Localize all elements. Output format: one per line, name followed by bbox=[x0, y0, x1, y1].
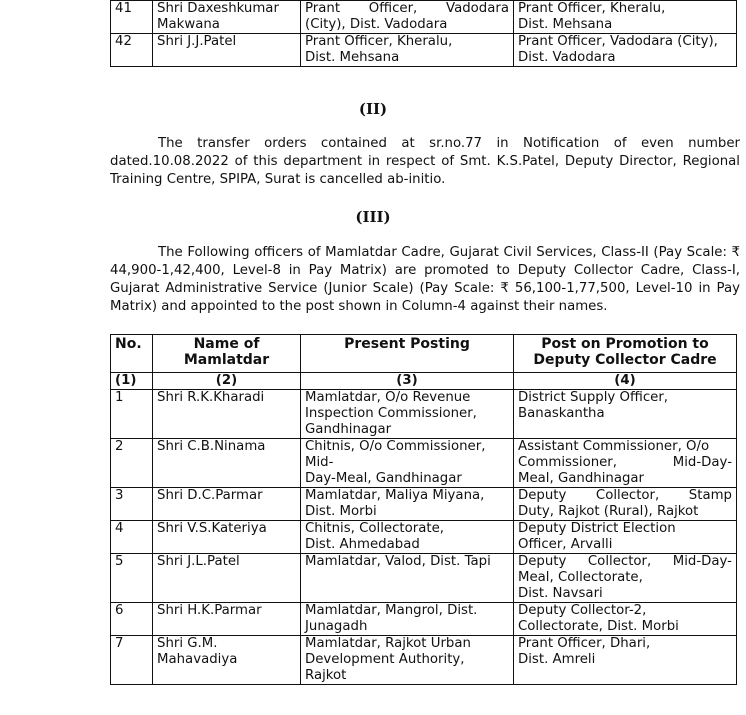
cell-line: Dist. Vadodara bbox=[518, 50, 616, 65]
cell-line: Shri R.K.Kharadi bbox=[157, 390, 265, 405]
cell-promotion bbox=[514, 488, 737, 521]
cell-line: Dist. Mehsana bbox=[518, 17, 613, 32]
cell-line: Deputy Collector, Stamp bbox=[518, 488, 732, 503]
cell-line: Shri V.S.Kateriya bbox=[157, 521, 267, 536]
cell-line: Shri J.L.Patel bbox=[157, 554, 240, 569]
table-row bbox=[111, 439, 737, 488]
cell-no: 3 bbox=[111, 488, 153, 521]
cell-name bbox=[153, 390, 301, 439]
cell-line: Prant Officer, Kheralu, bbox=[518, 1, 666, 16]
column-number-row bbox=[111, 373, 737, 390]
cell-line: Prant Officer, Vadodara (City), bbox=[518, 34, 718, 49]
cell-name bbox=[153, 521, 301, 554]
cell-line: Dist. Amreli bbox=[518, 652, 596, 667]
cell-promotion bbox=[514, 521, 737, 554]
section-ii-paragraph: The transfer orders contained at sr.no.77 in Notification of even number dated.10.08.2022 of this department in respect of Smt. K.S.Patel, Deputy Director, Regional Training Centre, SPIPA, Surat is cancelled ab-initio. bbox=[110, 136, 740, 187]
cell-line: Meal, Collectorate, bbox=[518, 570, 643, 585]
cell-promotion bbox=[514, 1, 737, 34]
cell-line: Deputy Collector, Mid-Day- bbox=[518, 554, 732, 569]
cell-present bbox=[301, 34, 514, 67]
cell-line: Shri Daxeshkumar bbox=[157, 1, 279, 16]
cell-line: Development Authority, Rajkot bbox=[305, 652, 465, 683]
header-line: Deputy Collector Cadre bbox=[533, 352, 717, 368]
cell-name bbox=[153, 554, 301, 603]
cell-line: Deputy Collector-2, bbox=[518, 603, 647, 618]
cell-promotion bbox=[514, 390, 737, 439]
cell-line: Dist. Ahmedabad bbox=[305, 537, 420, 552]
cell-line: Gandhinagar bbox=[305, 422, 392, 437]
cell-no: 6 bbox=[111, 603, 153, 636]
cell-name bbox=[153, 488, 301, 521]
cell-line: Duty, Rajkot (Rural), Rajkot bbox=[518, 504, 699, 519]
cell-line: Makwana bbox=[157, 17, 220, 32]
cell-present bbox=[301, 1, 514, 34]
cell-line: Commissioner, Mid-Day- bbox=[518, 455, 732, 470]
table-row bbox=[111, 636, 737, 685]
cell-promotion bbox=[514, 554, 737, 603]
cell-name bbox=[153, 439, 301, 488]
top-table bbox=[110, 0, 737, 67]
cell-present bbox=[301, 488, 514, 521]
cell-present bbox=[301, 521, 514, 554]
cell-promotion bbox=[514, 34, 737, 67]
cell-line: Chitnis, O/o Commissioner, Mid- bbox=[305, 439, 486, 470]
cell-line: Shri H.K.Parmar bbox=[157, 603, 262, 618]
header-line: Post on Promotion to bbox=[541, 336, 709, 352]
cell-line: Dist. Mehsana bbox=[305, 50, 400, 65]
cell-line: District Supply Officer, bbox=[518, 390, 669, 405]
cell-present bbox=[301, 439, 514, 488]
cell-line: Mahavadiya bbox=[157, 652, 238, 667]
cell-line: Banaskantha bbox=[518, 406, 605, 421]
table-row bbox=[111, 554, 737, 603]
cell-promotion bbox=[514, 603, 737, 636]
cell-line: Dist. Navsari bbox=[518, 586, 603, 601]
table-row bbox=[111, 34, 737, 67]
cell-line: Shri C.B.Ninama bbox=[157, 439, 266, 454]
cell-line: Meal, Gandhinagar bbox=[518, 471, 645, 486]
section-iii-paragraph: The Following officers of Mamlatdar Cadre, Gujarat Civil Services, Class-II (Pay Scale: ₹ 44,900-1,42,400, Level-8 in Pay Matrix) are promoted to Deputy Collector Cadre, Class-I, Gujarat Administrative Service (Junior Scale) (Pay Scale: ₹ 56,100-1,77,500, Level-10 in Pay Matrix) and appointed to the post shown in Column-4 against their names. bbox=[110, 245, 740, 314]
section-heading-ii: (II) bbox=[358, 100, 388, 118]
cell-line: (City), Dist. Vadodara bbox=[305, 17, 448, 32]
header-no: No. bbox=[111, 335, 153, 373]
cell-no: 7 bbox=[111, 636, 153, 685]
table-row bbox=[111, 1, 737, 34]
table-row bbox=[111, 603, 737, 636]
cell-promotion bbox=[514, 636, 737, 685]
cell-line: Collectorate, Dist. Morbi bbox=[518, 619, 679, 634]
cell-line: Chitnis, Collectorate, bbox=[305, 521, 445, 536]
table-header-row bbox=[111, 335, 737, 373]
table-row bbox=[111, 521, 737, 554]
cell-line: Inspection Commissioner, bbox=[305, 406, 477, 421]
cell-name bbox=[153, 1, 301, 34]
cell-name bbox=[153, 603, 301, 636]
cell-line: Mamlatdar, Mangrol, Dist. bbox=[305, 603, 478, 618]
cell-line: Shri G.M. bbox=[157, 636, 218, 651]
header-line: Mamlatdar bbox=[183, 352, 270, 368]
table-row bbox=[111, 390, 737, 439]
cell-line: Deputy District Election bbox=[518, 521, 676, 536]
promotion-table bbox=[110, 334, 737, 685]
column-number: (1) bbox=[111, 373, 153, 390]
cell-line: Prant Officer, Dhari, bbox=[518, 636, 651, 651]
cell-line: Day-Meal, Gandhinagar bbox=[305, 471, 462, 486]
cell-present bbox=[301, 636, 514, 685]
column-number: (2) bbox=[153, 373, 301, 390]
cell-line: Prant Officer, Kheralu, bbox=[305, 34, 453, 49]
cell-line: Dist. Morbi bbox=[305, 504, 377, 519]
header-name bbox=[153, 335, 301, 373]
cell-line: Officer, Arvalli bbox=[518, 537, 613, 552]
cell-no: 41 bbox=[111, 1, 153, 34]
header-line: Name of bbox=[193, 336, 260, 352]
cell-name bbox=[153, 34, 301, 67]
cell-line: Mamlatdar, Rajkot Urban bbox=[305, 636, 471, 651]
cell-line: Mamlatdar, O/o Revenue bbox=[305, 390, 471, 405]
cell-present bbox=[301, 603, 514, 636]
cell-line: Assistant Commissioner, O/o bbox=[518, 439, 710, 454]
cell-no: 1 bbox=[111, 390, 153, 439]
cell-line: Prant Officer, Vadodara bbox=[305, 1, 509, 16]
header-present-posting: Present Posting bbox=[301, 335, 514, 373]
column-number: (3) bbox=[301, 373, 514, 390]
cell-line: Shri D.C.Parmar bbox=[157, 488, 263, 503]
cell-no: 2 bbox=[111, 439, 153, 488]
cell-no: 5 bbox=[111, 554, 153, 603]
cell-line: Junagadh bbox=[305, 619, 368, 634]
cell-no: 42 bbox=[111, 34, 153, 67]
column-number: (4) bbox=[514, 373, 737, 390]
cell-no: 4 bbox=[111, 521, 153, 554]
section-heading-iii: (III) bbox=[355, 208, 391, 226]
cell-promotion bbox=[514, 439, 737, 488]
cell-line: Mamlatdar, Maliya Miyana, bbox=[305, 488, 485, 503]
table-row bbox=[111, 488, 737, 521]
cell-line: Mamlatdar, Valod, Dist. Tapi bbox=[305, 554, 491, 569]
cell-present bbox=[301, 390, 514, 439]
cell-name bbox=[153, 636, 301, 685]
header-promotion bbox=[514, 335, 737, 373]
cell-present bbox=[301, 554, 514, 603]
cell-line: Shri J.J.Patel bbox=[157, 34, 237, 49]
